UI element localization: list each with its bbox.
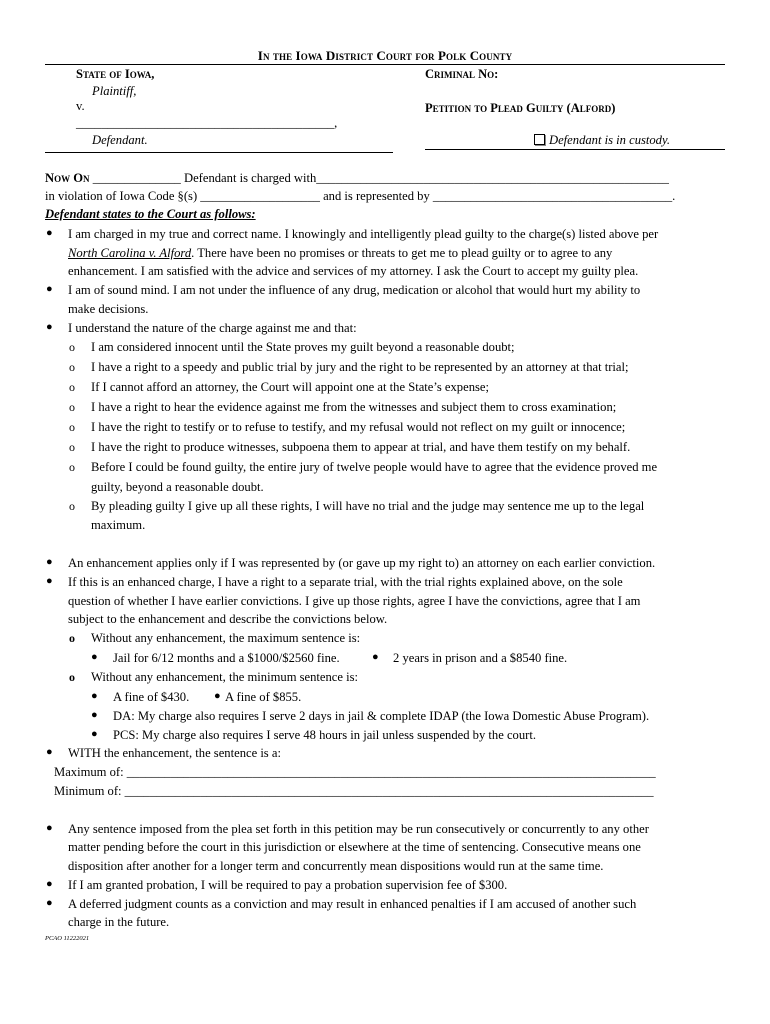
para1-line3: enhancement. I am satisfied with the advice and services of my attorney. I ask the Court to accept my guilty plea. xyxy=(68,264,639,278)
para1-line2 xyxy=(68,246,612,261)
bullet-icon: ● xyxy=(46,822,53,834)
right-item: I have the right to testify or to refuse to testify, and my refusal would not reflect on my guilt or innocence; xyxy=(91,420,626,434)
circle-bullet-icon: o xyxy=(69,340,75,354)
circle-bullet-icon: o xyxy=(69,380,75,394)
min-option-a[interactable]: A fine of $430. xyxy=(113,690,190,704)
bullet-icon: ● xyxy=(46,321,53,333)
da-option[interactable]: DA: My charge also requires I serve 2 days in jail & complete IDAP (the Iowa Domestic Abuse Program). xyxy=(113,709,650,723)
circle-bullet-icon: o xyxy=(69,460,75,474)
right-item-cont: guilty, beyond a reasonable doubt. xyxy=(91,480,264,494)
circle-bullet-icon: o xyxy=(69,420,75,434)
circle-bullet-icon: o xyxy=(69,631,75,645)
intro-line-2[interactable]: in violation of Iowa Code §(s) ___________________ and is represented by ______________________________________. xyxy=(45,189,676,203)
bullet-icon: ● xyxy=(46,283,53,295)
defendant-name-field[interactable]: _________________________________________, xyxy=(76,116,338,130)
circle-bullet-icon: o xyxy=(69,670,75,684)
pcs-option[interactable]: PCS: My charge also requires I serve 48 hours in jail unless suspended by the court. xyxy=(113,728,536,742)
plaintiff-role: Plaintiff, xyxy=(92,84,137,98)
criminal-no-label: Criminal No: xyxy=(425,67,499,81)
para2-line2: make decisions. xyxy=(68,302,149,316)
bullet-icon: ● xyxy=(46,878,53,890)
with-enhancement-label: WITH the enhancement, the sentence is a: xyxy=(68,746,281,760)
min-without-label: Without any enhancement, the minimum sentence is: xyxy=(91,670,359,684)
right-item-cont: maximum. xyxy=(91,518,146,532)
enh-para2-line1: If this is an enhanced charge, I have a right to a separate trial, with the trial rights explained above, on the sole xyxy=(68,575,623,589)
para1-line1: I am charged in my true and correct name. I knowingly and intelligently plead guilty to the charge(s) listed above per xyxy=(68,227,659,241)
bullet-icon: ● xyxy=(46,227,53,239)
bullet-icon: ● xyxy=(46,575,53,587)
bullet-icon[interactable]: ● xyxy=(91,651,98,663)
bullet-icon[interactable]: ● xyxy=(214,690,221,702)
enh-para2-line2: question of whether I have earlier convictions. I give up those rights, agree I have the convictions, agree that I am xyxy=(68,594,641,608)
final-para3-line2: charge in the future. xyxy=(68,915,170,929)
versus-label: v. xyxy=(76,99,85,113)
enh-para2-line3: subject to the enhancement and describe the convictions below. xyxy=(68,612,388,626)
charge-field[interactable]: ______________ Defendant is charged with________________________________________________________ xyxy=(89,171,669,185)
circle-bullet-icon: o xyxy=(69,360,75,374)
circle-bullet-icon: o xyxy=(69,499,75,513)
final-para1-line3: disposition after another for a longer term and concurrently mean dispositions would run at the same time. xyxy=(68,859,604,873)
min-option-b[interactable]: A fine of $855. xyxy=(225,690,302,704)
bullet-icon[interactable]: ● xyxy=(372,651,379,663)
para2-line1: I am of sound mind. I am not under the influence of any drug, medication or alcohol that would hurt my ability to xyxy=(68,283,641,297)
right-item: I have a right to hear the evidence against me from the witnesses and subject them to cross examination; xyxy=(91,400,617,414)
statement-heading: Defendant states to the Court as follows: xyxy=(45,207,256,221)
max-option-b[interactable]: 2 years in prison and a $8540 fine. xyxy=(393,651,568,665)
custody-checkbox[interactable] xyxy=(534,134,545,145)
now-on-label: Now On xyxy=(45,171,90,185)
right-item: I have a right to a speedy and public trial by jury and the right to be represented by an attorney at that trial; xyxy=(91,360,629,374)
enh-para1: An enhancement applies only if I was represented by (or gave up my right to) an attorney on each earlier conviction. xyxy=(68,556,656,570)
bullet-icon[interactable]: ● xyxy=(91,728,98,740)
right-item: Before I could be found guilty, the entire jury of twelve people would have to agree that the evidence proved me xyxy=(91,460,658,474)
maximum-field[interactable]: Maximum of: ____________________________________________________________________________________ xyxy=(54,765,656,779)
custody-checkbox-row[interactable] xyxy=(534,133,670,148)
plaintiff-name: State of Iowa, xyxy=(76,67,155,81)
bullet-icon: ● xyxy=(46,746,53,758)
bullet-icon: ● xyxy=(46,897,53,909)
max-without-label: Without any enhancement, the maximum sentence is: xyxy=(91,631,361,645)
custody-label: Defendant is in custody. xyxy=(549,133,671,147)
right-item: I am considered innocent until the State proves my guilt beyond a reasonable doubt; xyxy=(91,340,515,354)
max-option-a[interactable]: Jail for 6/12 months and a $1000/$2560 fine. xyxy=(113,651,340,665)
circle-bullet-icon: o xyxy=(69,440,75,454)
right-item: If I cannot afford an attorney, the Court will appoint one at the State’s expense; xyxy=(91,380,489,394)
court-title: In the Iowa District Court for Polk County xyxy=(257,48,513,63)
caption-right-bottom-rule xyxy=(425,149,725,150)
intro-line-1 xyxy=(45,171,669,186)
para1-line2-text: . There have been no promises or threats to get me to plead guilty or to agree to any xyxy=(191,246,613,260)
form-code-footer: PCAO 11222021 xyxy=(45,935,90,942)
para3-line1: I understand the nature of the charge against me and that: xyxy=(68,321,357,335)
final-para1-line2: matter pending before the court in this jurisdiction or elsewhere at the time of sentencing. Consecutive means one xyxy=(68,840,641,854)
caption-left-bottom-rule xyxy=(45,152,393,153)
circle-bullet-icon: o xyxy=(69,400,75,414)
petition-title: Petition to Plead Guilty (Alford) xyxy=(425,101,616,115)
right-item: I have the right to produce witnesses, subpoena them to appear at trial, and have them testify on my behalf. xyxy=(91,440,631,454)
final-para3-line1: A deferred judgment counts as a conviction and may result in enhanced penalties if I am accused of another such xyxy=(68,897,637,911)
caption-top-rule xyxy=(45,64,725,65)
final-para2: If I am granted probation, I will be required to pay a probation supervision fee of $300. xyxy=(68,878,508,892)
minimum-field[interactable]: Minimum of: ____________________________________________________________________________________ xyxy=(54,784,654,798)
defendant-role: Defendant. xyxy=(92,133,148,147)
bullet-icon: ● xyxy=(46,556,53,568)
bullet-icon[interactable]: ● xyxy=(91,690,98,702)
final-para1-line1: Any sentence imposed from the plea set forth in this petition may be run consecutively or concurrently to any other xyxy=(68,822,649,836)
alford-case-citation: North Carolina v. Alford xyxy=(68,246,192,260)
bullet-icon[interactable]: ● xyxy=(91,709,98,721)
right-item: By pleading guilty I give up all these rights, I will have no trial and the judge may sentence me up to the legal xyxy=(91,499,645,513)
